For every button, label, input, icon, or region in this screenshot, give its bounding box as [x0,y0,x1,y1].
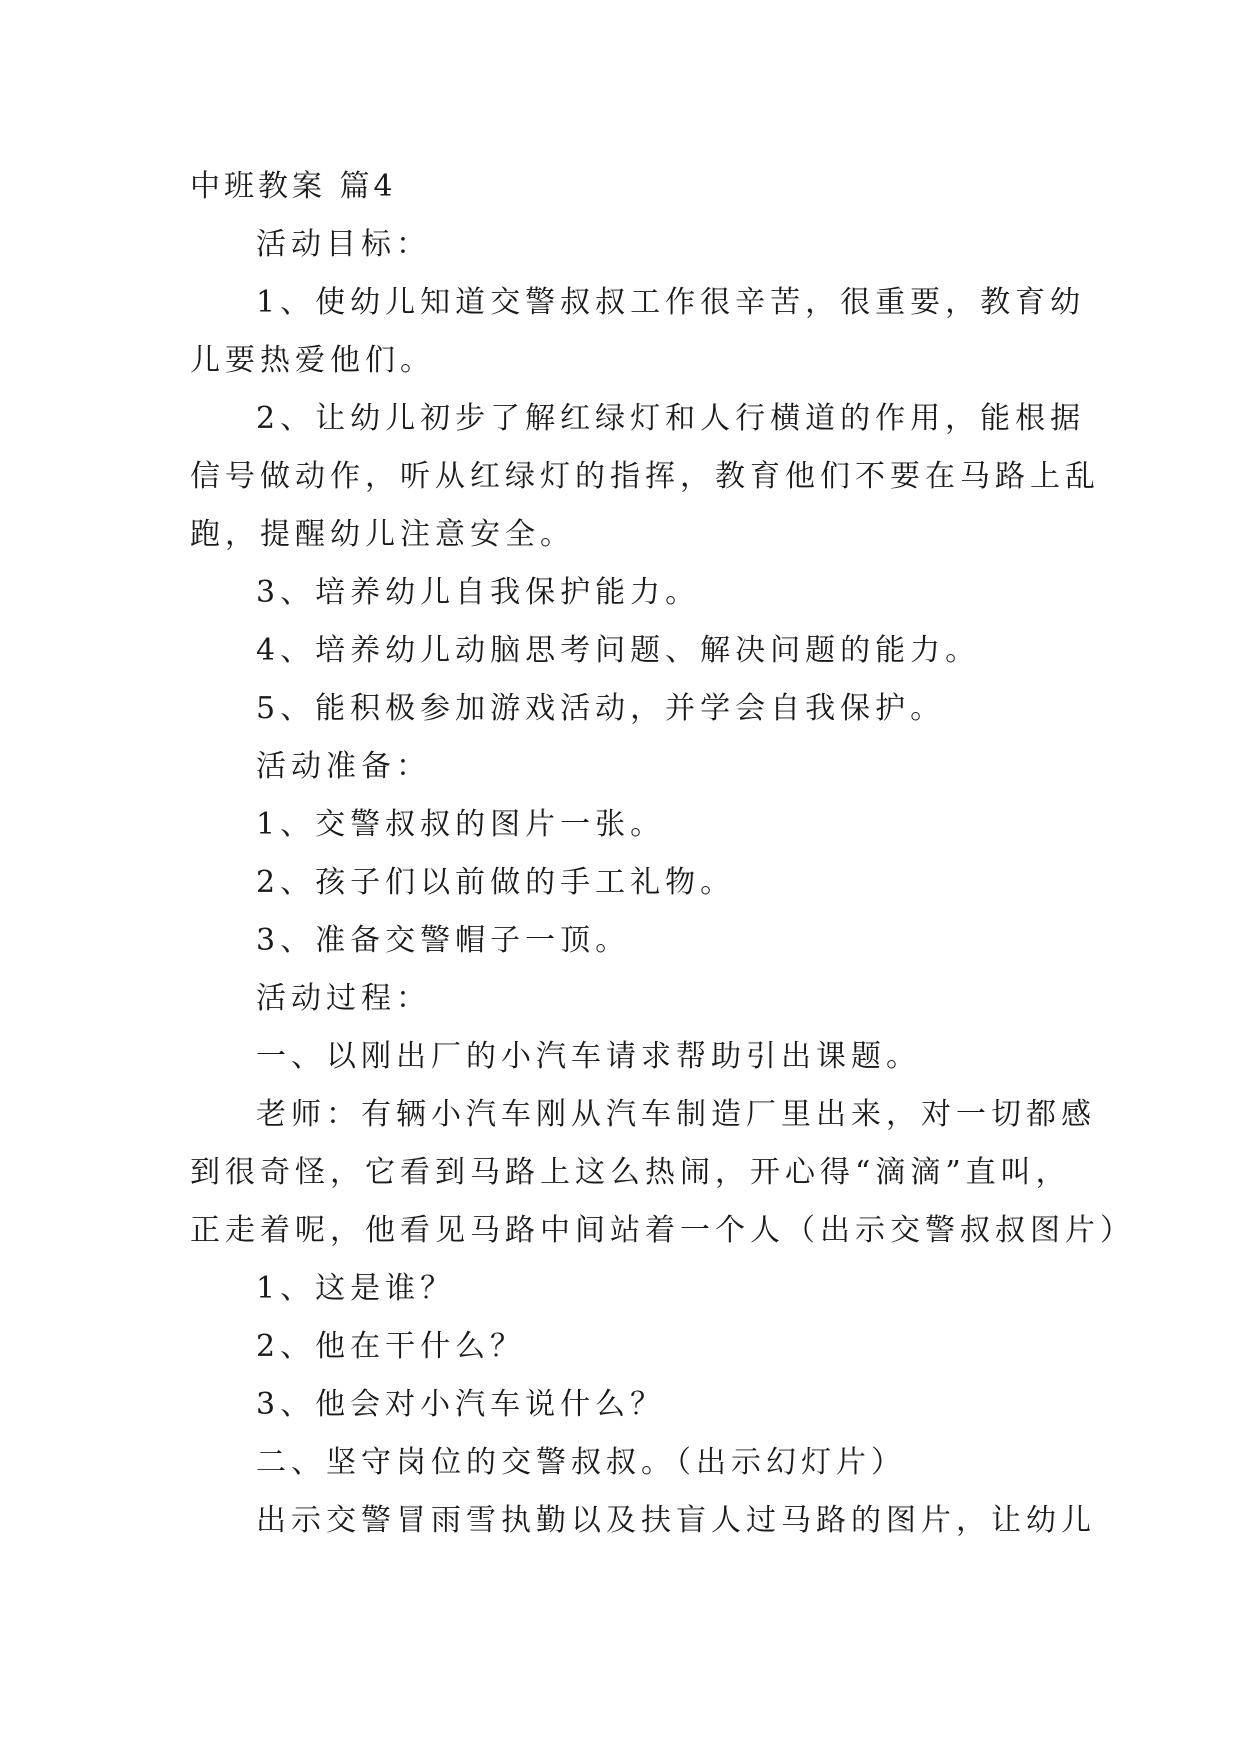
paragraph-line: 跑，提醒幼儿注意安全。 [190,517,575,552]
document-title: 中班教案 篇4 [190,169,397,204]
paragraph-line: 1、使幼儿知道交警叔叔工作很辛苦，很重要，教育幼 [256,285,1086,320]
document-page [190,158,1135,1550]
section-heading-preparation: 活动准备： [256,749,431,784]
paragraph-line: 1、这是谁？ [256,1271,456,1306]
paragraph-line: 到很奇怪，它看到马路上这么热闹，开心得“滴滴”直叫， [190,1155,1071,1190]
paragraph-line: 2、孩子们以前做的手工礼物。 [256,865,736,900]
paragraph-line: 2、让幼儿初步了解红绿灯和人行横道的作用，能根据 [256,401,1086,436]
paragraph-line: 3、培养幼儿自我保护能力。 [256,575,701,610]
paragraph-line: 出示交警冒雨雪执勤以及扶盲人过马路的图片，让幼儿 [256,1503,1096,1538]
paragraph-line: 3、他会对小汽车说什么？ [256,1387,666,1422]
paragraph-line: 正走着呢，他看见马路中间站着一个人（出示交警叔叔图片） [190,1213,1135,1248]
paragraph-line: 一、以刚出厂的小汽车请求帮助引出课题。 [256,1039,921,1074]
paragraph-line: 1、交警叔叔的图片一张。 [256,807,666,842]
paragraph-line: 2、他在干什么？ [256,1329,526,1364]
paragraph-line: 5、能积极参加游戏活动，并学会自我保护。 [256,691,946,726]
paragraph-line: 信号做动作，听从红绿灯的指挥，教育他们不要在马路上乱 [190,459,1100,494]
section-heading-goals: 活动目标： [256,227,431,262]
paragraph-line: 儿要热爱他们。 [190,343,435,378]
section-heading-process: 活动过程： [256,981,431,1016]
paragraph-line: 老师：有辆小汽车刚从汽车制造厂里出来，对一切都感 [256,1097,1096,1132]
paragraph-line: 二、坚守岗位的交警叔叔。（出示幻灯片） [256,1445,906,1480]
paragraph-line: 3、准备交警帽子一顶。 [256,923,631,958]
paragraph-line: 4、培养幼儿动脑思考问题、解决问题的能力。 [256,633,981,668]
